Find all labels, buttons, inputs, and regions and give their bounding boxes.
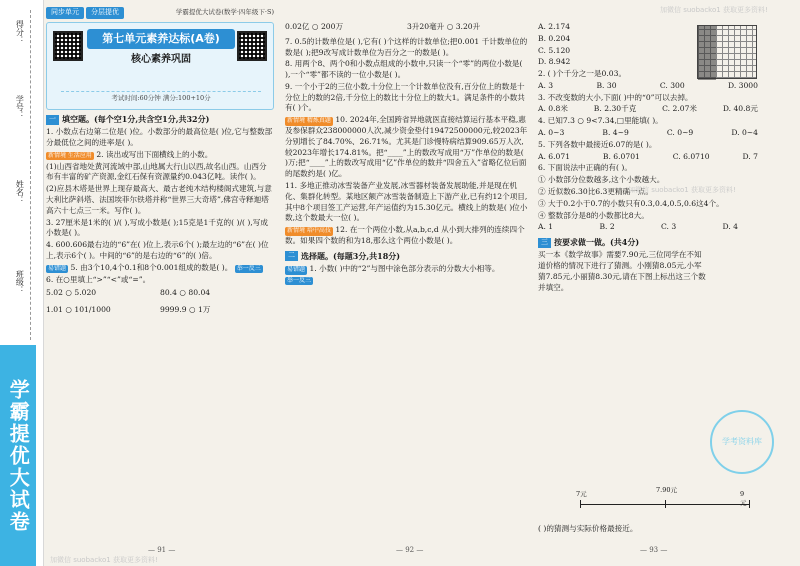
option: C. 5.120 — [538, 45, 571, 55]
option: A. 2.174 — [538, 22, 571, 31]
question: 8. 用两个8、两个0和小数点组成的小数中,只读一个“零”的两位小数是( ),一个“零”都不读的一位小数是( )。 — [285, 59, 523, 80]
question: 11. 多地正推动冰雪装备产业发展,冰雪器材装备发展助能,并是现在机化、集群化转型。某地区额产冰雪装备制造上下游产业,已有约12个项目,其中8个项目签工产运营,年产运值约为15.30亿元。横线上的数是( )位小数,这个数最大一位( )。 — [285, 180, 528, 223]
option: B. 6.0701 — [602, 151, 640, 161]
option: B. 4~9 — [602, 128, 629, 138]
option: B. 0.204 — [538, 33, 571, 43]
option: A. 0~3 — [538, 128, 565, 138]
column-1 — [46, 22, 274, 316]
question: 3. 不改变数的大小,下面( )中的“0”可以去掉。 — [538, 92, 693, 102]
question: 易错题 5. 由3个10,4个0.1和8个0.001组成的数是( )。 举一反三 — [48, 262, 261, 272]
name-field: 姓名： — [15, 180, 25, 204]
tick-label: 7.90元 — [656, 486, 677, 494]
question: 1. 小数点右边第二位是( )位。小数部分的最高位是( )位,它与整数部分最低位之间的进率是( )。 — [46, 127, 273, 148]
header-series: 学霸提优大试卷(数学·四年级下·S) — [175, 8, 274, 17]
question: 2. ( )个千分之一是0.03。 — [538, 69, 627, 79]
header — [46, 6, 274, 20]
watermark: 加微信 suobacko1 获取更多资料! — [50, 556, 158, 564]
question: 7. 0.5的计数单位是( ),它有( )个这样的计数单位;把0.001 千计数单位的数是( );把9改写成计数单位为百分之一的数是( )。 — [285, 36, 528, 57]
section-number: 三 — [538, 238, 551, 248]
fraction-grid — [697, 25, 757, 79]
tag: 易错题 — [287, 265, 306, 273]
option: D. 3000 — [728, 80, 758, 90]
tag: 举一反三 — [236, 264, 261, 272]
question: 买一本《数学故事》需要7.90元,三位同学在不知道价格的情况下进行了猜测。小刚猜8.05元,小军猜7.85元,小丽猜8.30元,请在下图上标出这三个数并填空。 — [538, 250, 706, 292]
option: A. 3 — [538, 80, 554, 90]
watermark: 加微信 suobacko1 获取更多资料! — [628, 186, 736, 194]
option: A. 0.8米 — [538, 104, 568, 114]
section-title: 按要求做一做。(共4分) — [554, 237, 640, 248]
options — [538, 128, 758, 139]
page-number: — 92 — — [396, 546, 424, 554]
compare-grid — [46, 288, 274, 316]
option: A. 6.071 — [538, 151, 571, 161]
option: D. 7 — [742, 151, 758, 161]
section-number: 一 — [46, 115, 59, 125]
compare-grid — [285, 22, 529, 33]
watermark: 加微信 suobacko1 获取更多资料! — [660, 6, 768, 14]
options — [538, 81, 758, 92]
tag: 举一反三 — [287, 276, 312, 284]
section-header — [285, 251, 529, 262]
compare-item: 0.02亿 ○ 200万 — [285, 22, 344, 31]
answer-line: ( )的猜测与实际价格最接近。 — [538, 524, 638, 533]
qr-code-icon — [53, 31, 83, 61]
section-title: 选择题。(每题3分,共18分) — [301, 250, 401, 261]
option: B. 2.30千克 — [593, 104, 637, 114]
options — [538, 104, 758, 115]
options: A. 1 B. 2 C. 3 D. 4 — [538, 222, 738, 232]
question: 新情境 培中高技 12. 在一个两位小数,从a,b,c,d 从小到大排列的连续四个数。如果四个数的和为18,那么这个两位小数是( )。 — [285, 225, 525, 245]
section-header — [46, 114, 274, 125]
compare-item: 1.01 ○ 101/1000 — [46, 305, 111, 315]
statement: ④ 整数部分是8的小数都比8大。 — [538, 210, 649, 220]
compare-item: 5.02 ○ 5.020 — [46, 288, 97, 298]
tab-level: 分层提优 — [86, 7, 124, 19]
section-number: 二 — [285, 251, 298, 261]
question: 5. 下列各数中最接近6.07的是( )。 — [538, 139, 657, 149]
option: C. 6.0710 — [672, 151, 710, 161]
statement: ② 近似数6.30比6.3更精确一点。 — [538, 186, 653, 196]
tag: 易错题 — [48, 264, 67, 272]
option: D. 40.8元 — [722, 104, 758, 114]
unit-subtitle: 核心素养巩固 — [131, 54, 191, 65]
choice-questions — [538, 69, 784, 162]
question: 6. 在○里填上“>”“<”或“=”。 — [46, 274, 151, 284]
shaded-area — [698, 26, 716, 80]
question: 4. 已知7.3 ○ 9<7.34,□里能填( )。 — [538, 116, 663, 126]
statement: ① 小数部分位数越多,这个小数越大。 — [538, 175, 665, 185]
compare-item: 80.4 ○ 80.04 — [160, 288, 211, 298]
option: C. 0~9 — [666, 128, 694, 138]
tick-label: 7元 — [576, 490, 587, 498]
compare-item: 9999.9 ○ 1万 — [160, 305, 211, 315]
option: C. 300 — [659, 80, 685, 90]
option: D. 0~4 — [731, 128, 758, 138]
compare-item: 3升20毫升 ○ 3.20升 — [407, 22, 481, 31]
column-2 — [285, 22, 529, 287]
page-number: — 91 — — [148, 546, 176, 554]
options — [538, 152, 758, 163]
tag: 新情境 精炼真题 — [287, 117, 331, 125]
section-header — [538, 237, 784, 248]
statement: ③ 大于0.2小于0.7的小数只有0.3,0.4,0.5,0.6这4个。 — [538, 198, 724, 208]
unit-title: 第七单元素养达标(A卷) — [87, 29, 235, 49]
options — [538, 22, 678, 68]
cut-line — [30, 10, 31, 340]
spine-title: 学霸提优大试卷 — [0, 345, 36, 566]
question: (1)山西省地处黄河流域中部,山地属大行山以西,故名山西。山西分布有丰富的矿产资源,金红石保有资源量约0.043亿吨。读作( )。 — [46, 161, 267, 182]
option: D. 8.942 — [538, 57, 571, 67]
qr-code-icon — [237, 31, 267, 61]
question: 4. 600.606最右边的“6”在( )位上,表示6个( );最左边的“6”在( )位上,表示6个( )。中间的“6”的是右边的“6”的( )倍。 — [46, 240, 269, 260]
id-field: 学号： — [15, 95, 25, 119]
class-field: 班级： — [15, 270, 25, 294]
question: 新情境 精炼真题 10. 2024年,全国跨省异地就医直接结算运行基本平稳,惠及参保群众238000000人次,减少资金垫付19472500000元,较2023年分别增长了84.70%、26.71%。尤其是门诊慢特病结算909.65万人次,较2023年增长174.81%。把“____”上的数改写成用“万”作单位的数是( )万;把“____”上的数改写成用“亿”作单位的数并“四舍五入”省略亿位后面的尾数约是( )亿。 — [285, 115, 528, 179]
section-title: 填空题。(每个空1分,共含空1分,共32分) — [62, 114, 210, 124]
exam-meta: 考试时间:60分钟 满分:100+10分 — [61, 91, 261, 103]
question: 6. 下面说法中正确的有( )。 — [538, 163, 632, 173]
tag: 新情境 生活应用 — [48, 151, 92, 159]
number-line — [576, 486, 750, 514]
question: 新情境 生活应用 2. 读出或写出下面横线上的小数。 — [48, 149, 213, 159]
option: B. 30 — [596, 80, 617, 90]
spine — [0, 0, 44, 566]
tick — [665, 500, 666, 508]
tick — [580, 500, 581, 508]
question: 9. 一个小于2的三位小数,十分位上一个计数单位没有,百分位上的数是十分位上的数的2倍,千分位上的数比十分位上的数大1。满足条件的小数共有( )个。 — [285, 81, 525, 113]
tag: 新情境 培中高技 — [287, 227, 331, 235]
score-field: 得分： — [15, 20, 25, 44]
page-number: — 93 — — [640, 546, 668, 554]
question: (2)应县木塔是世界上现存最高大、最古老纯木结构楼阁式建筑,与意大利比萨斜塔、法国埃菲尔铁塔并称“世界三大奇塔”,佛宫寺释迦塔高六十七点三一米。写作( )。 — [46, 184, 272, 215]
question: 易错题 1. 小数( )中的“2”与图中涂色部分表示的分数大小相等。 举一反三 — [287, 263, 500, 284]
option: C. 2.07米 — [662, 104, 697, 114]
question: 3. 27厘米是1米的( )/( ),写成小数是( );15克是1千克的( )/( ),写成小数是( )。 — [46, 217, 268, 238]
tab-sync: 同步单元 — [46, 7, 84, 19]
stamp: 学考资料库 — [710, 410, 774, 474]
tick-label: 9元 — [740, 490, 747, 508]
title-banner — [46, 22, 274, 110]
